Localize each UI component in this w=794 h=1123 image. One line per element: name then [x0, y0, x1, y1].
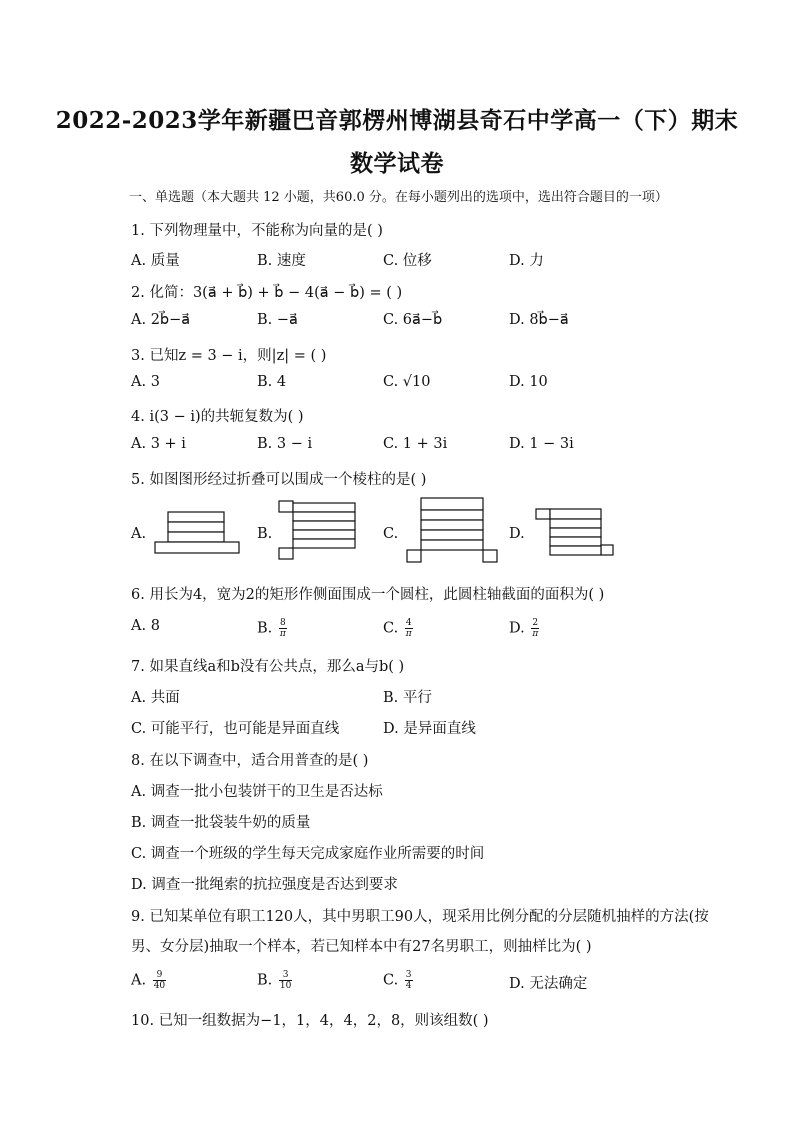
fraction [279, 970, 292, 991]
option-b: B. 平行 [383, 690, 432, 706]
prism-net-a-figure [154, 510, 244, 555]
option-b: B. 速度 [257, 253, 306, 269]
option-d: D. [509, 526, 525, 542]
option-d: D. 10 [509, 374, 548, 390]
option-c: C. 1 + 3i [383, 436, 448, 452]
page-title-line1: 2022-2023学年新疆巴音郭楞州博湖县奇石中学高一（下）期末 [55, 107, 739, 134]
option-label: A. [131, 972, 147, 989]
fraction [531, 618, 539, 639]
option-a: A. 质量 [131, 253, 180, 269]
option-c: C. 可能平行，也可能是异面直线 [131, 721, 340, 737]
option-a: A. 3 + i [131, 436, 186, 452]
prism-net-c-figure [405, 496, 501, 564]
option-b: B. 3 − i [257, 436, 313, 452]
option-b [257, 618, 287, 639]
question-stem-line1: 9. 已知某单位有职工120人，其中男职工90人，现采用比例分配的分层随机抽样的方法(按 [131, 909, 709, 925]
denominator: π [405, 629, 412, 639]
numerator: 2 [532, 618, 539, 628]
option-c: C. 位移 [383, 253, 432, 269]
option-c: C. [383, 526, 399, 542]
option-c: C. 6a⃗−b⃗ [383, 312, 443, 328]
option-c [383, 618, 413, 639]
denominator: 10 [279, 981, 292, 991]
question-stem-line2: 男、女分层)抽取一个样本，若已知样本中有27名男职工，则抽样比为( ) [131, 939, 592, 955]
option-d: D. 无法确定 [509, 976, 588, 992]
denominator: 4 [405, 981, 412, 991]
option-c: C. 调查一个班级的学生每天完成家庭作业所需要的时间 [131, 846, 485, 862]
option-c: C. √10 [383, 374, 431, 390]
denominator: π [532, 629, 539, 639]
fraction [153, 970, 166, 991]
question-stem: 4. i(3 − i)的共轭复数为( ) [131, 409, 304, 425]
option-b [257, 970, 292, 991]
option-c [383, 970, 413, 991]
option-a: A. 8 [131, 618, 160, 634]
question-stem: 2. 化简：3(a⃗ + b⃗) + b⃗ − 4(a⃗ − b⃗) = ( ) [131, 285, 403, 301]
denominator: 40 [153, 981, 166, 991]
option-a: A. 2b⃗−a⃗ [131, 312, 191, 328]
option-b: B. −a⃗ [257, 312, 298, 328]
option-a [131, 970, 166, 991]
question-stem: 6. 用长为4，宽为2的矩形作侧面围成一个圆柱，此圆柱轴截面的面积为( ) [131, 587, 605, 603]
fraction [405, 970, 413, 991]
option-d: D. 1 − 3i [509, 436, 574, 452]
option-label: B. [257, 620, 273, 637]
option-d [509, 618, 539, 639]
question-stem: 3. 已知z = 3 − i，则|z| = ( ) [131, 348, 327, 364]
question-stem: 10. 已知一组数据为−1，1，4，4，2，8，则该组数( ) [131, 1013, 489, 1029]
fraction [405, 618, 413, 639]
question-stem: 1. 下列物理量中，不能称为向量的是( ) [131, 223, 383, 239]
question-stem: 8. 在以下调查中，适合用普查的是( ) [131, 753, 369, 769]
option-label: C. [383, 620, 399, 637]
option-b: B. [257, 526, 273, 542]
numerator: 8 [279, 618, 286, 628]
page-title-line2: 数学试卷 [350, 150, 444, 177]
numerator: 4 [405, 618, 412, 628]
option-a: A. 调查一批小包装饼干的卫生是否达标 [131, 784, 383, 800]
question-stem: 5. 如图图形经过折叠可以围成一个棱柱的是( ) [131, 472, 427, 488]
question-stem: 7. 如果直线a和b没有公共点，那么a与b( ) [131, 659, 405, 675]
option-a: A. 3 [131, 374, 160, 390]
option-d: D. 是异面直线 [383, 721, 476, 737]
option-d: D. 8b⃗−a⃗ [509, 312, 569, 328]
option-label: D. [509, 620, 525, 637]
fraction [279, 618, 287, 639]
option-d: D. 力 [509, 253, 544, 269]
prism-net-b-figure [278, 500, 360, 562]
option-b: B. 4 [257, 374, 287, 390]
option-a: A. 共面 [131, 690, 180, 706]
prism-net-d-figure [535, 507, 615, 559]
option-a: A. [131, 526, 147, 542]
numerator: 3 [279, 970, 292, 981]
option-label: C. [383, 972, 399, 989]
denominator: π [279, 629, 286, 639]
numerator: 9 [153, 970, 166, 981]
numerator: 3 [405, 970, 412, 980]
option-b: B. 调查一批袋装牛奶的质量 [131, 815, 311, 831]
option-label: B. [257, 972, 273, 989]
section-heading: 一、单选题（本大题共 12 小题，共60.0 分。在每小题列出的选项中，选出符合题目的一项） [129, 190, 668, 205]
option-d: D. 调查一批绳索的抗拉强度是否达到要求 [131, 877, 398, 893]
